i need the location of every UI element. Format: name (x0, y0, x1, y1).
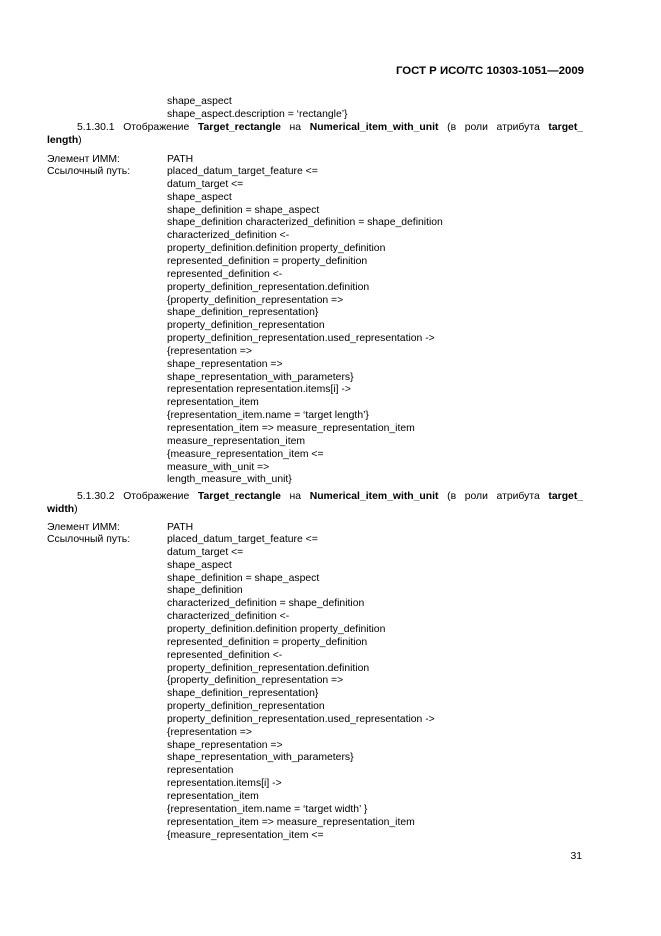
ref-path-line: representation (167, 765, 234, 777)
role-attribute: target_ (548, 491, 584, 502)
ref-path-line: characterized_definition = shape_definition (167, 598, 365, 610)
ref-path-line: representation_item => measure_representation_item (167, 423, 415, 434)
ref-path-line: representation_item (167, 791, 259, 802)
ref-path-line: shape_representation => (167, 739, 283, 751)
ref-path-line: shape_definition_representation} (167, 307, 319, 319)
ref-path-line: {measure_representation_item <= (167, 448, 324, 460)
ref-path-line: {representation_item.name = ‘target width’ } (167, 803, 368, 815)
ref-path-line: representation_item => measure_representation_item (167, 816, 415, 828)
ref-path-line: characterized_definition <- (167, 611, 290, 623)
ref-path-line: measure_representation_item (167, 435, 306, 447)
ref-path-line: length_measure_with_unit} (167, 474, 292, 486)
ref-path-line: datum_target <= (167, 178, 244, 190)
role-text: (в роли атрибута (447, 491, 540, 502)
ref-path-line: placed_datum_target_feature <= (167, 534, 318, 545)
ref-path-line: representation representation.items[i] -> (167, 384, 351, 396)
section-heading (47, 121, 583, 147)
ref-path-line: {representation => (167, 345, 252, 357)
document-header: ГОСТ Р ИСО/ТС 10303-1051—2009 (395, 65, 584, 77)
onto-word: на (289, 122, 302, 133)
ref-path-line: {property_definition_representation => (167, 294, 344, 306)
entity-name: Target_rectangle (197, 491, 281, 502)
section-heading-line-1 (47, 121, 583, 134)
ref-path-line: shape_aspect (167, 559, 232, 571)
ref-path-line: representation_item (167, 397, 259, 409)
ref-path-line: representation.items[i] -> (167, 778, 282, 790)
onto-word: на (289, 491, 302, 502)
ref-path-line: shape_definition_representation} (167, 688, 319, 700)
ref-path-label: Ссылочный путь: (47, 166, 131, 177)
ref-path-label: Ссылочный путь: (47, 534, 131, 545)
ref-path-line: represented_definition <- (167, 268, 283, 280)
element-label: Элемент ИММ: (47, 522, 120, 533)
ref-path-line: placed_datum_target_feature <= (167, 166, 318, 177)
attribute-name: Numerical_item_with_unit (309, 122, 439, 133)
ref-path-line: {representation_item.name = ‘target length’} (167, 410, 369, 422)
ref-path-line: measure_with_unit => (167, 461, 270, 473)
ref-path-line: property_definition.definition property_definition (167, 243, 386, 255)
preceding-line: shape_aspect (167, 96, 232, 107)
ref-path-line: represented_definition = property_definition (167, 636, 368, 648)
closing-paren: ) (78, 135, 82, 146)
ref-path-line: property_definition_representation.used_representation -> (167, 333, 435, 345)
ref-path-line: shape_aspect (167, 191, 232, 203)
section-heading-line-2 (47, 134, 583, 147)
section-heading (47, 490, 583, 516)
ref-path-line: property_definition_representation.definition (167, 662, 370, 674)
role-attribute-end: length (47, 135, 79, 146)
element-value: PATH (167, 154, 194, 165)
ref-path-line: shape_representation_with_parameters} (167, 371, 354, 383)
ref-path-line: characterized_definition <- (167, 230, 290, 242)
ref-path-line: property_definition_representation.definition (167, 281, 370, 293)
role-attribute-end: width (47, 504, 75, 515)
closing-paren: ) (74, 504, 78, 515)
section-number: 5.1.30.2 (77, 491, 115, 502)
element-label: Элемент ИММ: (47, 154, 120, 165)
role-text: (в роли атрибута (447, 122, 540, 133)
ref-path-line: property_definition.definition property_definition (167, 623, 386, 635)
role-attribute: target_ (548, 122, 584, 133)
ref-path-line: shape_definition (167, 585, 243, 597)
ref-path-line: shape_representation => (167, 358, 283, 370)
section-heading-line-2 (47, 503, 583, 516)
section-heading-line-1 (47, 490, 583, 503)
display-word: Отображение (123, 491, 190, 502)
ref-path-line: {measure_representation_item <= (167, 829, 324, 841)
element-value: PATH (167, 522, 194, 533)
ref-path-line: datum_target <= (167, 546, 244, 558)
ref-path-line: represented_definition <- (167, 649, 283, 661)
section-number: 5.1.30.1 (77, 122, 115, 133)
ref-path-line: property_definition_representation (167, 701, 325, 713)
ref-path-line: shape_representation_with_parameters} (167, 752, 354, 764)
ref-path-line: property_definition_representation (167, 320, 325, 332)
display-word: Отображение (123, 122, 190, 133)
ref-path-line: property_definition_representation.used_representation -> (167, 713, 435, 725)
ref-path-line: {property_definition_representation => (167, 675, 344, 687)
entity-name: Target_rectangle (197, 122, 281, 133)
preceding-line: shape_aspect.description = ‘rectangle’} (167, 109, 348, 120)
ref-path-line: {representation => (167, 726, 252, 738)
ref-path-line: shape_definition = shape_aspect (167, 204, 320, 216)
ref-path-line: shape_definition characterized_definition = shape_definition (167, 217, 443, 229)
ref-path-line: shape_definition = shape_aspect (167, 572, 320, 584)
attribute-name: Numerical_item_with_unit (309, 491, 439, 502)
ref-path-line: represented_definition = property_definition (167, 255, 368, 267)
page-number: 31 (570, 851, 582, 862)
